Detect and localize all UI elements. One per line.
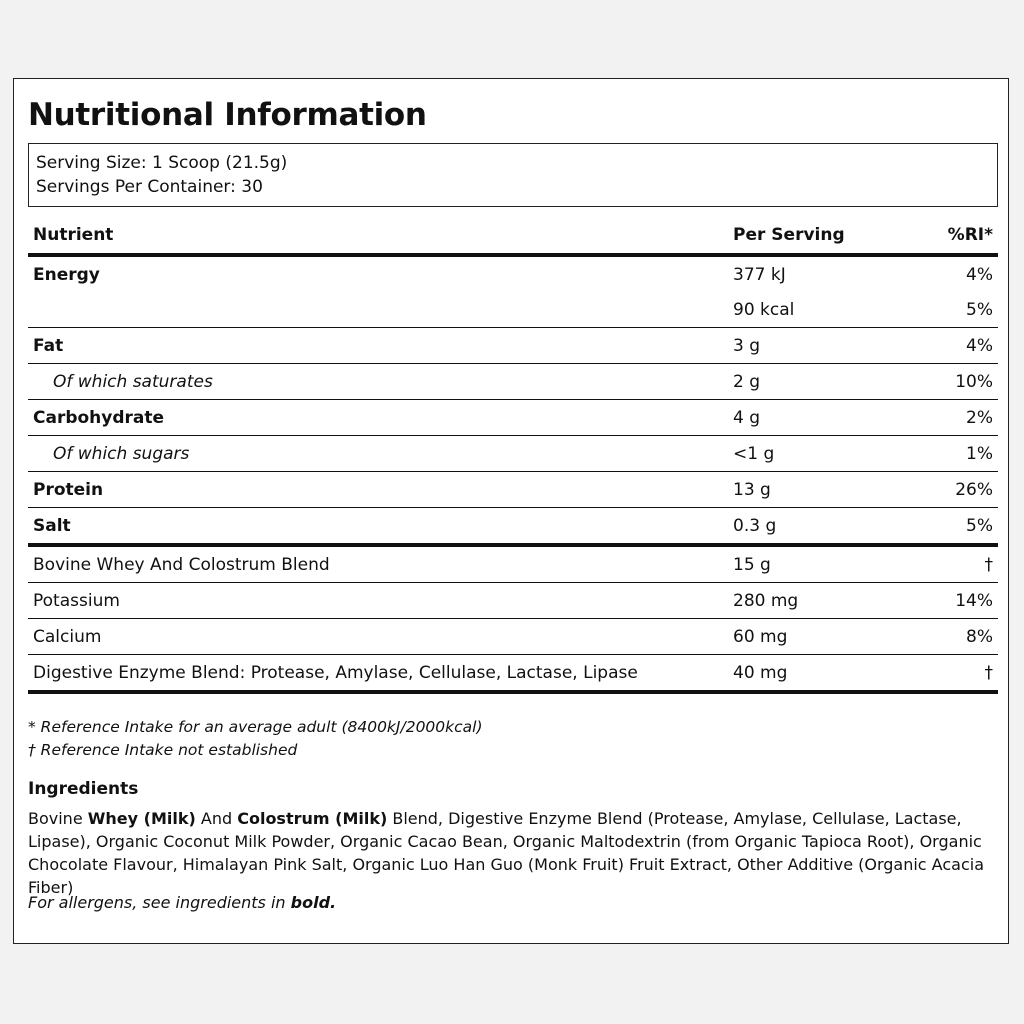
ri-value: 8% xyxy=(898,619,998,655)
header-per-serving: Per Serving xyxy=(728,217,898,255)
table-header-row xyxy=(28,217,998,255)
nutrient-name: Calcium xyxy=(28,619,728,655)
ri-value: 2% xyxy=(898,400,998,436)
nutrient-name: Protein xyxy=(28,472,728,508)
ri-value: 5% xyxy=(898,508,998,546)
footnotes xyxy=(28,716,483,762)
per-serving-value: 0.3 g xyxy=(728,508,898,546)
nutrient-name: Fat xyxy=(28,328,728,364)
table-row xyxy=(28,436,998,472)
nutrition-panel xyxy=(13,78,1009,944)
per-serving-value: 3 g xyxy=(728,328,898,364)
serving-info-box xyxy=(28,143,998,207)
ingredients-text xyxy=(28,807,988,899)
table-row xyxy=(28,364,998,400)
per-serving-value: 90 kcal xyxy=(728,292,898,328)
per-serving-value: 280 mg xyxy=(728,583,898,619)
table-row xyxy=(28,508,998,546)
ingredients-heading: Ingredients xyxy=(28,779,139,799)
ri-value: 4% xyxy=(966,264,993,285)
allergen-bold: bold. xyxy=(290,893,337,912)
servings-per-container: Servings Per Container: 30 xyxy=(36,177,263,197)
ri-value: 1% xyxy=(898,436,998,472)
ri-value: † xyxy=(898,655,998,693)
table-row xyxy=(28,255,998,292)
ingredients-part: Blend, Digestive Enzyme Blend (Protease, Amylase, Cellulase, Lactase, Lipase), Organic Coconut Milk Powder, Organic Cacao Bean, Organic Maltodextrin (from Organic Tapioca Root), Organic Chocolate Flavour, Himalayan Pink Salt, Organic Luo Han Guo (Monk Fruit) Fruit Extract, Other Additive (Organic Acacia Fiber) xyxy=(28,809,984,897)
dagger-footnote: † Reference Intake not established xyxy=(28,741,298,759)
nutrient-name xyxy=(28,292,728,328)
table-row xyxy=(28,328,998,364)
allergen-text: For allergens, see ingredients in xyxy=(28,893,291,912)
nutrient-name: Of which saturates xyxy=(28,364,728,400)
page-title: Nutritional Information xyxy=(28,97,427,133)
per-serving-value: 4 g xyxy=(728,400,898,436)
ri-value: 10% xyxy=(898,364,998,400)
nutrient-name: Salt xyxy=(28,508,728,546)
ingredients-part: Bovine xyxy=(28,809,88,828)
table-row xyxy=(28,472,998,508)
ri-value: † xyxy=(898,545,998,583)
allergen-colostrum: Colostrum (Milk) xyxy=(237,809,388,828)
table-row xyxy=(28,545,998,583)
per-serving-value: 40 mg xyxy=(728,655,898,693)
nutrient-name: Bovine Whey And Colostrum Blend xyxy=(28,545,728,583)
ri-footnote: * Reference Intake for an average adult (8400kJ/2000kcal) xyxy=(28,718,483,736)
nutrient-name: Digestive Enzyme Blend: Protease, Amylase, Cellulase, Lactase, Lipase xyxy=(28,655,728,693)
per-serving-value: <1 g xyxy=(728,436,898,472)
nutrient-name: Of which sugars xyxy=(28,436,728,472)
per-serving-value: 15 g xyxy=(728,545,898,583)
ri-value: 4% xyxy=(898,328,998,364)
per-serving-value: 60 mg xyxy=(728,619,898,655)
table-row xyxy=(28,655,998,693)
allergen-whey: Whey (Milk) xyxy=(87,809,196,828)
allergen-note xyxy=(28,893,336,912)
table-row xyxy=(28,619,998,655)
nutrition-table xyxy=(28,217,998,694)
ri-value: 14% xyxy=(898,583,998,619)
table-row xyxy=(28,400,998,436)
serving-size: Serving Size: 1 Scoop (21.5g) xyxy=(36,153,288,173)
per-serving-value: 377 kJ xyxy=(733,264,786,285)
table-row xyxy=(28,583,998,619)
ri-value: 5% xyxy=(898,292,998,328)
nutrient-name: Potassium xyxy=(28,583,728,619)
table-row xyxy=(28,292,998,328)
nutrient-name: Carbohydrate xyxy=(28,400,728,436)
nutrient-name: Energy xyxy=(33,264,100,285)
ri-value: 26% xyxy=(898,472,998,508)
per-serving-value: 2 g xyxy=(728,364,898,400)
ingredients-part: And xyxy=(195,809,238,828)
per-serving-value: 13 g xyxy=(728,472,898,508)
header-nutrient: Nutrient xyxy=(28,217,728,255)
header-ri: %RI* xyxy=(898,217,998,255)
